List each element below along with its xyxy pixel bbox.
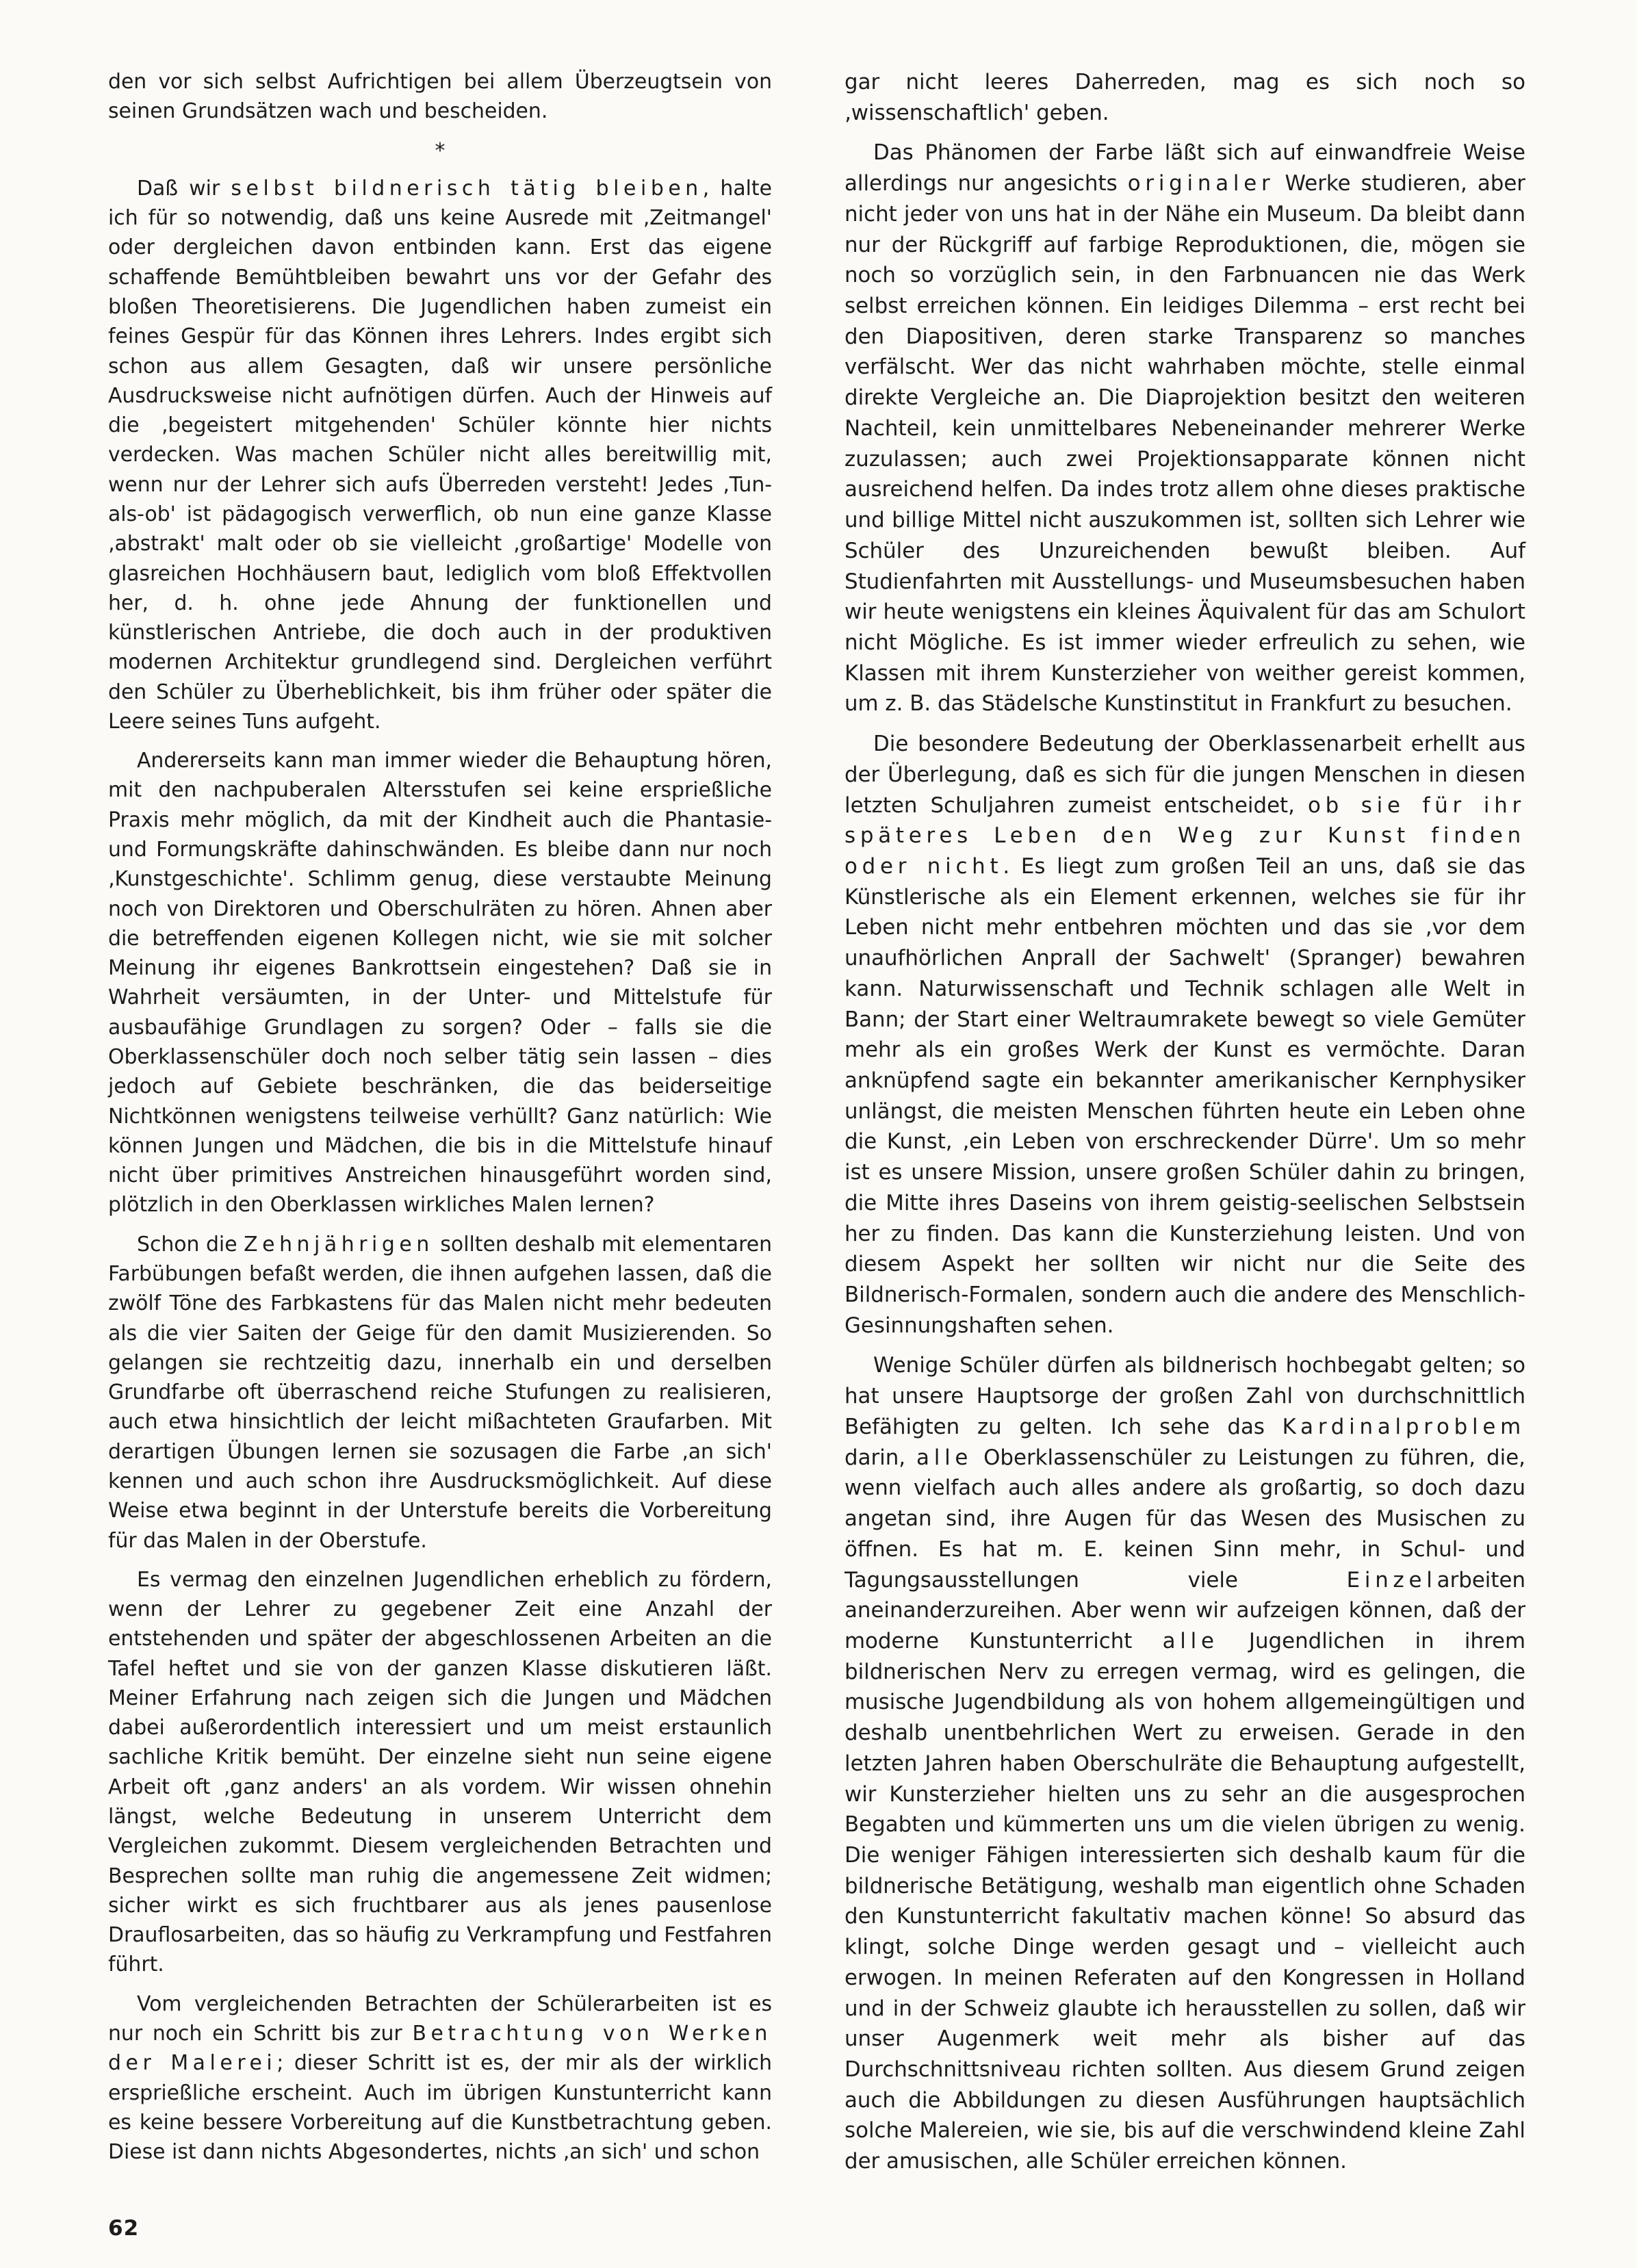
left-column	[108, 67, 772, 2176]
text-run: ; dieser Schritt ist es, der mir als der wirklich ersprießliche erscheint. Auch im übrigen Kunstunterricht kann es keine bessere Vorbereitung auf die Kunstbetrachtung geben. Diese ist dann nichts Abgesondertes, nichts ‚an sich' und schon	[108, 2051, 772, 2165]
section-separator: *	[435, 138, 446, 163]
spaced-emphasis: Betrachtung von Werken der Malerei	[108, 2022, 772, 2076]
paragraph	[108, 1989, 772, 2167]
paragraph	[845, 729, 1525, 1341]
page-number: 62	[108, 2216, 140, 2241]
paragraph	[108, 1230, 772, 1556]
text-run: sollten deshalb mit elementaren Farbübungen befaßt werden, die ihnen aufgehen lassen, daß die zwölf Töne des Farbkastens für das Malen nicht mehr bedeuten als die vier Saiten der Geige für den damit Musizierenden. So gelangen sie rechtzeitig dazu, innerhalb ein und derselben Grundfarbe oft überraschend reiche Stufungen zu realisieren, auch etwa hinsichtlich der leicht mißachteten Graufarben. Mit derartigen Übungen lernen sie sozusagen die Farbe ‚an sich' kennen und auch schon ihre Ausdrucksmöglichkeit. Auf diese Weise etwa beginnt in der Unterstufe bereits die Vorbereitung für das Malen in der Oberstufe.	[108, 1232, 772, 1553]
text-run: Daß wir	[137, 176, 231, 201]
paragraph: gar nicht leeres Daherreden, mag es sich noch so ‚wissenschaftlich' geben.	[845, 70, 1525, 125]
paragraph: Es vermag den einzelnen Jugendlichen erheblich zu fördern, wenn der Lehrer zu gegebener Zeit eine Anzahl der entstehenden und später der abgeschlossenen Arbeiten an die Tafel heftet und sie von der ganzen Klasse diskutieren läßt. Meiner Erfahrung nach zeigen sich die Jungen und Mädchen dabei außerordentlich interessiert und um meist erstaunlich sachliche Kritik bemüht. Der einzelne sieht nun seine eigene Arbeit oft ‚ganz anders' an als vordem. Wir wissen ohnehin längst, welche Bedeutung in unserem Unterricht dem Vergleichen zukommt. Diesem vergleichenden Betrachten und Besprechen sollte man ruhig die angemessene Zeit widmen; sicher wirkt es sich fruchtbarer aus als jenes pausenlose Drauflosarbeiten, das so häufig zu Verkrampfung und Festfahren führt.	[108, 1567, 772, 1977]
text-run: Jugendlichen in ihrem bildnerischen Nerv zu erregen vermag, wird es gelingen, die musische Jugendbildung als von hohem allgemeingültigen und deshalb unentbehrlichen Wert zu erweisen. Gerade in den letzten Jahren haben Oberschulräte die Behauptung aufgestellt, wir Kunsterzieher hielten uns zu sehr an die ausgesprochen Begabten und kümmerten uns um die vielen übrigen zu wenig. Die weniger Fähigen interessierten sich deshalb kaum für die bildnerische Betätigung, weshalb man eigentlich ohne Schaden den Kunstunterricht fakultativ machen könne! So absurd das klingt, solche Dinge werden gesagt und – vielleicht auch erwogen. In meinen Referaten auf den Kongressen in Holland und in der Schweiz glaubte ich herausstellen zu sollen, daß wir unser Augenmerk weit mehr als bisher auf das Durchschnittsniveau richten sollten. Aus diesem Grund zeigen auch die Abbildungen zu diesen Ausführungen hauptsächlich solche Malereien, wie sie, bis auf die verschwindend kleine Zahl der amusischen, alle Schüler erreichen können.	[845, 1628, 1525, 2174]
paragraph: Andererseits kann man immer wieder die Behauptung hören, mit den nachpuberalen Altersstufen sei keine ersprießliche Praxis mehr möglich, da mit der Kindheit auch die Phantasie- und Formungskräfte dahinschwänden. Es bleibe dann nur noch ‚Kunstgeschichte'. Schlimm genug, diese verstaubte Meinung noch von Direktoren und Oberschulräten zu hören. Ahnen aber die betreffenden eigenen Kollegen nicht, wie sie mit solcher Meinung ihr eigenes Bankrottsein eingestehen? Daß sie in Wahrheit versäumten, in der Unter- und Mittelstufe für ausbaufähige Grundlagen zu sorgen? Oder – falls sie die Oberklassenschüler doch noch selber tätig sein lassen – dies jedoch auf Gebiete beschränken, die das beiderseitige Nichtkönnen wenigstens teilweise verhüllt? Ganz natürlich: Wie können Jungen und Mädchen, die bis in die Mittelstufe hinauf nicht über primitives Anstreichen hinausgeführt worden sind, plötzlich in den Oberklassen wirkliches Malen lernen?	[108, 749, 772, 1217]
right-column	[845, 67, 1525, 2187]
text-run: Schon die	[137, 1232, 244, 1257]
spaced-emphasis: originaler	[1127, 171, 1275, 196]
spaced-emphasis: Zehnjährigen	[244, 1232, 434, 1257]
text-run: darin,	[845, 1445, 917, 1470]
text-run: Oberklassenschüler zu Leistungen zu führen, die, wenn vielfach auch alles andere als großartig, so doch dazu angetan sind, ihre Augen für das Wesen des Musischen zu öffnen. Es hat m. E. keinen Sinn mehr, in Schul- und Tagungsausstellungen viele	[845, 1445, 1525, 1593]
text-run: arbeiten aneinanderzureihen. Aber wenn wir aufzeigen können, daß der moderne Kunstunterricht	[845, 1567, 1525, 1653]
text-run: . Es liegt zum großen Teil an uns, daß sie das Künstlerische als ein Element erkennen, welches sie für ihr Leben nicht mehr entbehren möchten und das sie ‚vor dem unaufhörlichen Anprall der Sachwelt' (Spranger) bewahren kann. Naturwissenschaft und Technik schlagen alle Welt in Bann; der Start einer Weltraumrakete bewegt so viele Gemüter mehr als ein großes Werk der Kunst es vermöchte. Daran anknüpfend sagte ein bekannter amerikanischer Kernphysiker unlängst, die meisten Menschen führten heute ein Leben ohne die Kunst, ‚ein Leben von erschreckender Dürre'. Um so mehr ist es unsere Mission, unsere großen Schüler dahin zu bringen, die Mitte ihres Daseins von ihrem geistig-seelischen Selbstsein her zu finden. Das kann die Kunsterziehung leisten. Und von diesem Aspekt her sollten wir nicht nur die Seite des Bildnerisch-Formalen, sondern auch die andere des Menschlich-Gesinnungshaften sehen.	[845, 853, 1525, 1338]
text-run: Werke studieren, aber nicht jeder von uns hat in der Nähe ein Museum. Da bleibt dann nur der Rückgriff auf farbige Reproduktionen, die, mögen sie noch so vorzüglich sein, in den Farbnuancen nie das Werk selbst erreichen können. Ein leidiges Dilemma – erst recht bei den Diapositiven, deren starke Transparenz so manches verfälscht. Wer das nicht wahrhaben möchte, stelle einmal direkte Vergleiche an. Die Diaprojektion besitzt den weiteren Nachteil, kein unmittelbares Nebeneinander mehrerer Werke zuzulassen; auch zwei Projektionsapparate können nicht ausreichend helfen. Da indes trotz allem ohne dieses praktische und billige Mittel nicht auszukommen ist, sollten sich Lehrer wie Schüler des Unzureichenden bewußt bleiben. Auf Studienfahrten mit Ausstellungs- und Museumsbesuchen haben wir heute wenigstens ein kleines Äquivalent für das am Schulort nicht Mögliche. Es ist immer wieder erfreulich zu sehen, wie Klassen mit ihrem Kunsterzieher von weither gereist kommen, um z. B. das Städelsche Kunstinstitut in Frankfurt zu besuchen.	[845, 171, 1525, 717]
text-run: , halte ich für so notwendig, daß uns keine Ausrede mit ‚Zeitmangel' oder dergleichen davon entbinden kann. Erst das eigene schaffende Bemühtbleiben bewahrt uns vor der Gefahr des bloßen Theoretisierens. Die Jugendlichen haben zumeist ein feines Gespür für das Können ihres Lehrers. Indes ergibt sich schon aus allem Gesagten, daß wir unsere persönliche Ausdrucksweise nicht aufnötigen dürfen. Auch der Hinweis auf die ‚begeistert mitgehenden' Schüler könnte hier nichts verdecken. Was machen Schüler nicht alles bereitwillig mit, wenn nur der Lehrer sich aufs Überreden versteht! Jedes ‚Tun-als-ob' ist pädagogisch verwerflich, ob nun eine ganze Klasse ‚abstrakt' malt oder ob sie vielleicht ‚großartige' Modelle von glasreichen Hochhäusern baut, lediglich vom bloß Effektvollen her, d. h. ohne jede Ahnung der funktionellen und künstlerischen Antriebe, die doch auch in der produktiven modernen Architektur grundlegend sind. Dergleichen verführt den Schüler zu Überheblichkeit, bis ihm früher oder später die Leere seines Tuns aufgeht.	[108, 176, 772, 734]
spaced-emphasis: Einzel	[1346, 1567, 1437, 1593]
text-run: Wenige Schüler dürfen als bildnerisch hochbegabt gelten; so hat unsere Hauptsorge der großen Zahl von durchschnittlich Befähigten zu gelten. Ich sehe das	[845, 1353, 1525, 1439]
paragraph	[108, 174, 772, 736]
spaced-emphasis: alle	[916, 1445, 973, 1470]
spaced-emphasis: alle	[1162, 1628, 1219, 1653]
spaced-emphasis: ob sie für ihr späteres Leben den Weg zur Kunst finden oder nicht	[845, 792, 1525, 879]
text-run: Vom vergleichenden Betrachten der Schülerarbeiten ist es nur noch ein Schritt bis zur	[108, 1992, 772, 2046]
spaced-emphasis: Kardinalproblem	[1282, 1414, 1525, 1439]
spaced-emphasis: selbst bildnerisch tätig bleiben	[231, 176, 703, 201]
text-run: Die besondere Bedeutung der Oberklassenarbeit erhellt aus der Überlegung, daß es sich für die jungen Menschen in diesen letzten Schuljahren zumeist entscheidet,	[845, 732, 1525, 818]
paragraph	[845, 138, 1525, 719]
text-run: Das Phänomen der Farbe läßt sich auf einwandfreie Weise allerdings nur angesichts	[845, 140, 1525, 196]
paragraph: den vor sich selbst Aufrichtigen bei allem Überzeugtsein von seinen Grundsätzen wach und bescheiden.	[108, 70, 772, 124]
paragraph	[845, 1350, 1525, 2176]
